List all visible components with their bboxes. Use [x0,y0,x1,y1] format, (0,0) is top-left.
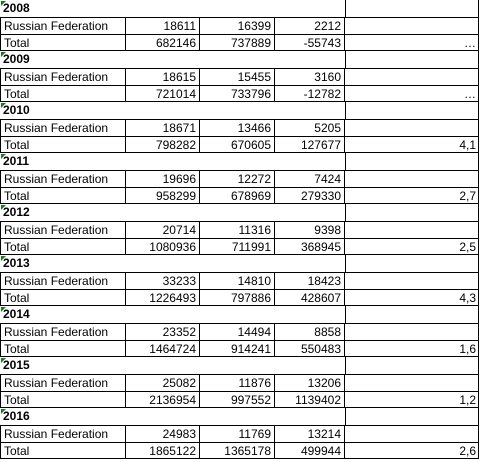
country-value-2-cell[interactable]: 11876 [200,374,275,391]
country-value-1-cell[interactable]: 18671 [126,119,200,136]
year-label: 2010 [3,103,30,117]
year-row-extra-cell[interactable] [345,153,479,170]
country-value-2-cell[interactable]: 14810 [200,272,275,289]
total-value-3-cell[interactable]: 550483 [275,340,345,357]
total-value-3-cell[interactable]: 368945 [275,238,345,255]
total-value-4-cell[interactable]: 1,2 [345,391,479,408]
total-value-2-cell[interactable]: 797886 [200,289,275,306]
country-row [0,17,479,34]
year-header-row [0,51,479,68]
year-label: 2012 [3,205,30,219]
country-value-3-cell[interactable]: 13206 [275,374,345,391]
total-value-1-cell[interactable]: 1226493 [126,289,200,306]
country-row [0,425,479,442]
country-row [0,68,479,85]
country-label-cell[interactable]: Russian Federation [0,374,126,391]
country-label-cell[interactable]: Russian Federation [0,425,126,442]
country-value-4-cell[interactable] [345,374,479,391]
total-value-1-cell[interactable]: 1865122 [126,442,200,459]
year-label: 2008 [3,1,30,15]
country-value-1-cell[interactable]: 18615 [126,68,200,85]
total-row [0,187,479,204]
country-row [0,374,479,391]
total-value-1-cell[interactable]: 958299 [126,187,200,204]
country-value-1-cell[interactable]: 23352 [126,323,200,340]
total-row [0,340,479,357]
number-as-text-indicator-icon [1,52,6,57]
total-row [0,289,479,306]
total-value-2-cell[interactable]: 737889 [200,34,275,51]
total-value-4-cell[interactable]: 2,7 [345,187,479,204]
country-value-1-cell[interactable]: 25082 [126,374,200,391]
country-label-cell[interactable]: Russian Federation [0,17,126,34]
total-value-1-cell[interactable]: 798282 [126,136,200,153]
country-value-3-cell[interactable]: 2212 [275,17,345,34]
country-value-1-cell[interactable]: 18611 [126,17,200,34]
total-value-1-cell[interactable]: 721014 [126,85,200,102]
country-value-4-cell[interactable] [345,68,479,85]
country-value-1-cell[interactable]: 33233 [126,272,200,289]
number-as-text-indicator-icon [1,307,6,312]
year-row-extra-cell[interactable] [345,408,479,425]
year-header-row [0,408,479,425]
number-as-text-indicator-icon [1,103,6,108]
year-row-extra-cell[interactable] [345,255,479,272]
year-label: 2014 [3,307,30,321]
year-label: 2009 [3,52,30,66]
total-value-3-cell[interactable]: 1139402 [275,391,345,408]
total-row [0,238,479,255]
total-value-4-cell[interactable]: 1,6 [345,340,479,357]
total-label-cell[interactable]: Total [0,85,126,102]
number-as-text-indicator-icon [1,1,6,6]
country-label-cell[interactable]: Russian Federation [0,221,126,238]
total-value-1-cell[interactable]: 2136954 [126,391,200,408]
country-row [0,323,479,340]
year-label: 2011 [3,154,30,168]
country-label-cell[interactable]: Russian Federation [0,119,126,136]
country-value-2-cell[interactable]: 14494 [200,323,275,340]
country-label-cell[interactable]: Russian Federation [0,323,126,340]
year-header-row [0,357,479,374]
year-header-row [0,0,479,17]
number-as-text-indicator-icon [1,205,6,210]
total-value-3-cell[interactable]: -55743 [275,34,345,51]
total-value-4-cell[interactable]: 2,6 [345,442,479,459]
total-value-2-cell[interactable]: 997552 [200,391,275,408]
country-value-4-cell[interactable] [345,221,479,238]
country-value-3-cell[interactable]: 7424 [275,170,345,187]
country-label-cell[interactable]: Russian Federation [0,272,126,289]
total-label-cell[interactable]: Total [0,289,126,306]
country-value-1-cell[interactable]: 20714 [126,221,200,238]
year-header-row [0,255,479,272]
country-value-2-cell[interactable]: 11769 [200,425,275,442]
total-value-4-cell[interactable]: … [345,85,479,102]
year-label: 2013 [3,256,30,270]
country-value-3-cell[interactable]: 5205 [275,119,345,136]
total-value-3-cell[interactable]: 127677 [275,136,345,153]
year-header-row [0,204,479,221]
total-value-2-cell[interactable]: 733796 [200,85,275,102]
country-value-3-cell[interactable]: 9398 [275,221,345,238]
number-as-text-indicator-icon [1,256,6,261]
total-value-4-cell[interactable]: 2,5 [345,238,479,255]
year-row-extra-cell[interactable] [345,357,479,374]
country-value-4-cell[interactable] [345,17,479,34]
total-value-4-cell[interactable]: 4,3 [345,289,479,306]
total-value-3-cell[interactable]: 279330 [275,187,345,204]
year-label: 2015 [3,358,30,372]
total-value-1-cell[interactable]: 1080936 [126,238,200,255]
number-as-text-indicator-icon [1,154,6,159]
country-value-3-cell[interactable]: 18423 [275,272,345,289]
total-label-cell[interactable]: Total [0,442,126,459]
country-value-2-cell[interactable]: 16399 [200,17,275,34]
country-label-cell[interactable]: Russian Federation [0,68,126,85]
total-label-cell[interactable]: Total [0,187,126,204]
country-value-1-cell[interactable]: 24983 [126,425,200,442]
year-header-row [0,153,479,170]
total-value-4-cell[interactable]: 4,1 [345,136,479,153]
number-as-text-indicator-icon [1,409,6,414]
year-header-row [0,102,479,119]
number-as-text-indicator-icon [1,358,6,363]
year-row-extra-cell[interactable] [345,51,479,68]
country-value-1-cell[interactable]: 19696 [126,170,200,187]
year-row-extra-cell[interactable] [345,102,479,119]
total-label-cell[interactable]: Total [0,34,126,51]
total-value-2-cell[interactable]: 670605 [200,136,275,153]
total-label-cell[interactable]: Total [0,391,126,408]
country-value-3-cell[interactable]: 3160 [275,68,345,85]
year-row-extra-cell[interactable] [345,0,479,17]
country-value-4-cell[interactable] [345,170,479,187]
year-header-row [0,306,479,323]
year-row-extra-cell[interactable] [345,306,479,323]
country-value-4-cell[interactable] [345,425,479,442]
year-row-extra-cell[interactable] [345,204,479,221]
country-value-2-cell[interactable]: 12272 [200,170,275,187]
total-value-3-cell[interactable]: 499944 [275,442,345,459]
total-row [0,85,479,102]
country-value-4-cell[interactable] [345,323,479,340]
total-value-3-cell[interactable]: 428607 [275,289,345,306]
total-value-2-cell[interactable]: 678969 [200,187,275,204]
total-value-3-cell[interactable]: -12782 [275,85,345,102]
country-row [0,221,479,238]
country-label-cell[interactable]: Russian Federation [0,170,126,187]
year-label: 2016 [3,409,30,423]
total-value-1-cell[interactable]: 682146 [126,34,200,51]
country-value-2-cell[interactable]: 13466 [200,119,275,136]
total-row [0,34,479,51]
total-value-4-cell[interactable]: … [345,34,479,51]
total-value-2-cell[interactable]: 914241 [200,340,275,357]
total-value-1-cell[interactable]: 1464724 [126,340,200,357]
total-value-2-cell[interactable]: 711991 [200,238,275,255]
country-value-4-cell[interactable] [345,119,479,136]
country-value-2-cell[interactable]: 11316 [200,221,275,238]
total-value-2-cell[interactable]: 1365178 [200,442,275,459]
country-row [0,170,479,187]
country-row [0,272,479,289]
country-value-3-cell[interactable]: 13214 [275,425,345,442]
total-row [0,136,479,153]
total-row [0,442,479,459]
total-label-cell[interactable]: Total [0,340,126,357]
total-row [0,391,479,408]
country-value-2-cell[interactable]: 15455 [200,68,275,85]
total-label-cell[interactable]: Total [0,136,126,153]
total-label-cell[interactable]: Total [0,238,126,255]
country-value-3-cell[interactable]: 8858 [275,323,345,340]
country-row [0,119,479,136]
country-value-4-cell[interactable] [345,272,479,289]
